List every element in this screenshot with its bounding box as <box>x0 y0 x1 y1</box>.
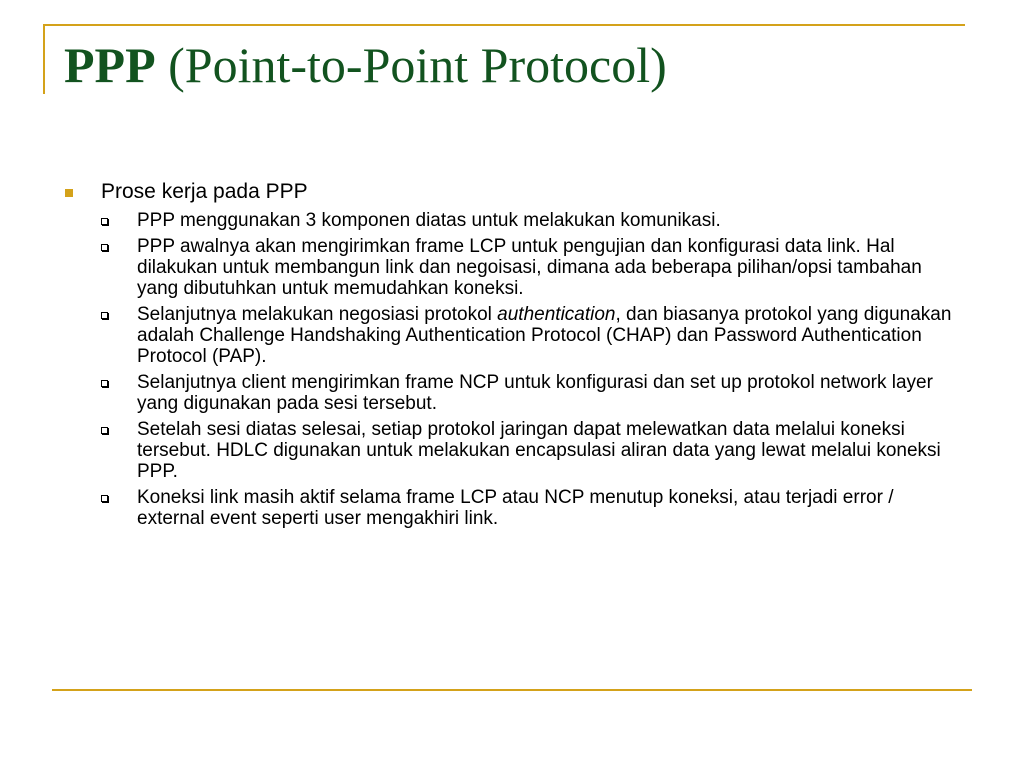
title-acronym: PPP <box>64 37 156 93</box>
hollow-square-bullet-icon <box>101 380 108 387</box>
sub-bullet-text-italic: authentication <box>497 304 616 325</box>
slide-content <box>64 178 964 534</box>
hollow-square-bullet-icon <box>101 218 108 225</box>
sub-bullet-item <box>64 372 965 414</box>
bottom-border-line <box>52 689 972 691</box>
sub-bullet-item <box>64 210 965 231</box>
left-border-line <box>43 24 45 94</box>
sub-bullet-text: Selanjutnya client mengirimkan frame NCP untuk konfigurasi dan set up protokol network layer yang digunakan pada sesi tersebut. <box>137 372 933 414</box>
sub-bullet-item <box>64 236 965 299</box>
main-bullet-text: Prose kerja pada PPP <box>101 180 308 203</box>
sub-bullet-text: Setelah sesi diatas selesai, setiap protokol jaringan dapat melewatkan data melalui koneksi tersebut. HDLC digunakan untuk melakukan encapsulasi aliran data yang lewat melalui koneksi PPP. <box>137 419 941 482</box>
sub-bullet-text-before: Selanjutnya melakukan negosiasi protokol <box>137 304 498 325</box>
sub-bullet-text: PPP awalnya akan mengirimkan frame LCP untuk pengujian dan konfigurasi data link. Hal dilakukan untuk membangun link dan negoisasi, dimana ada beberapa pilihan/opsi tambahan yang dibutuhkan untuk memudahkan koneksi. <box>137 236 922 299</box>
square-bullet-icon <box>65 189 73 197</box>
slide-title <box>64 38 667 93</box>
hollow-square-bullet-icon <box>101 244 108 251</box>
sub-bullet-text-after: , dan biasanya protokol yang digunakan adalah Challenge Handshaking Authentication Protocol (CHAP) dan Password Authentication Protocol (PAP). <box>137 304 952 367</box>
sub-bullet-text: Koneksi link masih aktif selama frame LCP atau NCP menutup koneksi, atau terjadi error / external event seperti user mengakhiri link. <box>137 487 894 529</box>
main-bullet <box>64 178 964 206</box>
sub-bullet-item <box>64 419 965 482</box>
sub-bullet-list <box>64 210 964 529</box>
hollow-square-bullet-icon <box>101 495 108 502</box>
hollow-square-bullet-icon <box>101 427 108 434</box>
sub-bullet-item <box>64 487 965 529</box>
title-expansion: (Point-to-Point Protocol) <box>155 37 667 93</box>
sub-bullet-text: PPP menggunakan 3 komponen diatas untuk melakukan komunikasi. <box>137 210 721 231</box>
top-border-line <box>43 24 965 26</box>
sub-bullet-item <box>64 304 965 367</box>
hollow-square-bullet-icon <box>101 312 108 319</box>
